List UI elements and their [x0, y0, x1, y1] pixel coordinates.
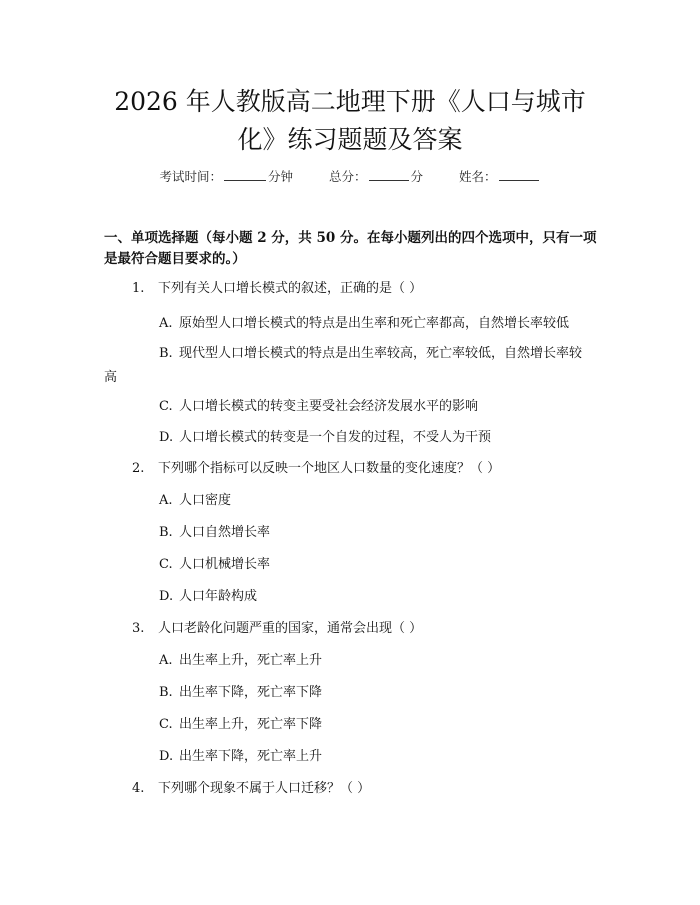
document-title-line-2: 化》练习题题及答案 — [237, 125, 463, 154]
option-letter: C. — [159, 399, 173, 414]
question-text: 人口老龄化问题严重的国家，通常会出现（ ） — [158, 621, 423, 636]
option-letter: D. — [159, 430, 174, 445]
option-text: 出生率下降，死亡率下降 — [179, 685, 323, 700]
option-letter: B. — [159, 525, 173, 540]
question-number: 2. — [132, 461, 145, 476]
option-text: 出生率下降，死亡率上升 — [179, 749, 323, 764]
option-text: 人口增长模式的转变主要受社会经济发展水平的影响 — [179, 399, 479, 414]
option-text: 人口年龄构成 — [179, 589, 258, 604]
option-text: 出生率上升，死亡率下降 — [179, 717, 323, 732]
question-text: 下列哪个现象不属于人口迁移？（ ） — [158, 781, 371, 796]
question-3-option-a[interactable] — [159, 651, 322, 671]
option-text: 出生率上升，死亡率上升 — [179, 653, 323, 668]
option-text: 原始型人口增长模式的特点是出生率和死亡率都高，自然增长率较低 — [179, 316, 570, 331]
option-letter: D. — [159, 749, 174, 764]
student-name-blank[interactable] — [499, 168, 539, 181]
question-text: 下列哪个指标可以反映一个地区人口数量的变化速度？（ ） — [158, 461, 501, 476]
student-name-field — [459, 168, 541, 186]
document-title-line-1: 2026 年人教版高二地理下册《人口与城市 — [114, 87, 586, 116]
question-3-option-d[interactable] — [159, 747, 322, 767]
option-letter: D. — [159, 589, 174, 604]
option-letter: A. — [159, 316, 173, 331]
question-2 — [132, 459, 500, 479]
option-letter: C. — [159, 717, 173, 732]
question-2-option-c[interactable] — [159, 555, 270, 575]
exam-time-unit: 分钟 — [267, 169, 293, 184]
question-number: 4. — [132, 781, 145, 796]
question-2-option-a[interactable] — [159, 491, 231, 511]
question-text: 下列有关人口增长模式的叙述，正确的是（ ） — [158, 281, 423, 296]
option-letter: B. — [159, 346, 173, 361]
option-text: 现代型人口增长模式的特点是出生率较高，死亡率较低，自然增长率较高 — [104, 346, 583, 385]
option-text: 人口自然增长率 — [179, 525, 271, 540]
exam-time-label: 考试时间： — [159, 169, 222, 184]
question-1-option-d[interactable] — [159, 428, 491, 448]
exam-time-blank[interactable] — [224, 168, 266, 181]
total-score-label: 总分： — [328, 169, 367, 184]
student-name-label: 姓名： — [459, 169, 497, 184]
section-1-heading: 一、单项选择题（每小题 2 分，共 50 分。在每小题列出的四个选项中，只有一项是最符合题目要求的。） — [104, 230, 597, 267]
option-letter: A. — [159, 653, 173, 668]
option-text: 人口密度 — [179, 493, 232, 508]
question-3 — [132, 619, 422, 639]
question-2-option-d[interactable] — [159, 587, 257, 607]
option-text: 人口机械增长率 — [179, 557, 271, 572]
question-number: 3. — [132, 621, 145, 636]
exam-meta-line — [0, 168, 700, 186]
question-number: 1. — [132, 281, 145, 296]
question-1-option-a[interactable] — [159, 314, 569, 334]
total-score-field — [329, 168, 423, 186]
option-letter: C. — [159, 557, 173, 572]
option-letter: B. — [159, 685, 173, 700]
exam-time-field — [159, 168, 293, 186]
question-1-option-c[interactable] — [159, 397, 478, 417]
question-1 — [132, 279, 422, 299]
option-letter: A. — [159, 493, 173, 508]
question-3-option-c[interactable] — [159, 715, 322, 735]
total-score-unit: 分 — [410, 169, 424, 184]
option-text: 人口增长模式的转变是一个自发的过程，不受人为干预 — [179, 430, 492, 445]
total-score-blank[interactable] — [369, 168, 409, 181]
question-2-option-b[interactable] — [159, 523, 270, 543]
question-3-option-b[interactable] — [159, 683, 322, 703]
question-4 — [132, 779, 370, 799]
question-1-option-b[interactable] — [104, 342, 590, 390]
